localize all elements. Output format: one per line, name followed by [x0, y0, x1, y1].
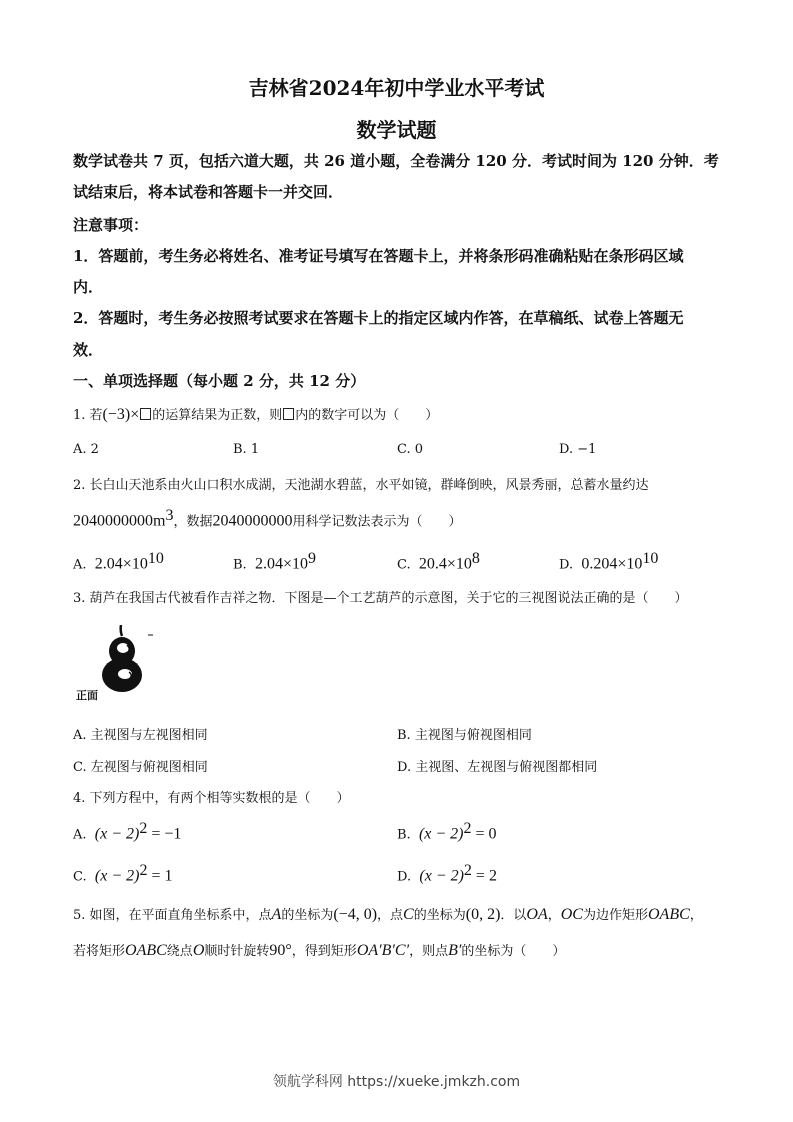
option-label: D. — [397, 869, 412, 885]
option-exponent: 10 — [642, 550, 659, 567]
q5-text: ，得到矩形 — [291, 944, 357, 959]
q5-text: ，点 — [377, 908, 404, 923]
note-1-line-1: 1．答题前，考生务必将姓名、准考证号填写在答题卡上，并将条形码准确粘贴在条形码区域 — [73, 247, 684, 265]
question-5-line-1 — [73, 904, 703, 924]
q5-text: ， — [547, 908, 561, 923]
point-o: O — [192, 942, 205, 959]
q1-option-d: D. −1 — [559, 442, 597, 457]
q2-text-end: 用科学记数法表示为（ ） — [292, 514, 462, 530]
rect-oabc: OABC — [125, 942, 167, 959]
q2-option-c — [397, 550, 480, 573]
option-exponent: 9 — [307, 550, 316, 567]
option-label: A. — [73, 557, 87, 573]
note-2-line-1: 2．答题时，考生务必按照考试要求在答题卡上的指定区域内作答，在草稿纸、试卷上答题无 — [73, 309, 684, 327]
option-exponent: 2 — [139, 862, 148, 879]
exam-title: 吉林省2024年初中学业水平考试 — [248, 76, 545, 100]
option-exponent: 10 — [147, 550, 164, 567]
option-exponent: 2 — [463, 820, 472, 837]
q4-option-b — [397, 820, 497, 843]
segment-oa: OA — [526, 906, 548, 923]
option-lhs: (x − 2) — [418, 825, 464, 843]
option-exponent: 2 — [463, 862, 472, 879]
q1-option-c: C. 0 — [397, 442, 424, 457]
option-rhs: = 1 — [147, 867, 173, 885]
option-lhs: (x − 2) — [419, 867, 464, 885]
option-lhs: (x − 2) — [94, 825, 140, 843]
q5-text: 5. 如图，在平面直角坐标系中，点 — [73, 908, 272, 923]
rect-oabc: OABC — [648, 906, 690, 923]
q5-text: 顺时针旋转 — [204, 944, 270, 959]
note-2-line-2: 效． — [73, 341, 104, 359]
q4-option-d — [397, 862, 497, 885]
option-base: 0.204×10 — [581, 555, 643, 573]
question-5-line-2 — [73, 940, 565, 960]
option-base: 2.04×10 — [94, 555, 148, 573]
point-c: C — [403, 906, 414, 923]
notice-title: 注意事项： — [73, 216, 149, 234]
option-rhs: = 2 — [471, 867, 497, 885]
question-1 — [73, 404, 438, 424]
q5-text: 绕点 — [166, 944, 193, 959]
q1-option-b: B. 1 — [233, 442, 260, 457]
figure-front-label: 正面 — [76, 689, 98, 702]
note-1-line-2: 内． — [73, 278, 104, 296]
option-label: B. — [397, 827, 411, 843]
q3-option-c: C. 左视图与俯视图相同 — [73, 760, 208, 775]
q5-text: 若将矩形 — [73, 944, 126, 959]
point-a: A — [271, 906, 282, 923]
gourd-figure — [75, 625, 155, 705]
coord-a: (−4, 0) — [333, 906, 378, 923]
q3-option-a: A. 主视图与左视图相同 — [73, 728, 208, 743]
q1-text-mid: 的运算结果为正数，则 — [152, 408, 283, 423]
blank-box-icon — [283, 408, 294, 420]
option-rhs: = −1 — [147, 825, 182, 843]
section-1-heading: 一、单项选择题（每小题 2 分，共 12 分） — [73, 372, 366, 390]
q5-text: ，则点 — [409, 944, 449, 959]
question-2-line-2 — [73, 507, 461, 530]
q2-option-a — [73, 550, 164, 573]
option-base: 2.04×10 — [254, 555, 308, 573]
rotation-angle: 90° — [269, 942, 292, 959]
q4-option-c — [73, 862, 172, 885]
option-exponent: 8 — [471, 550, 480, 567]
q2-volume: 2040000000m — [73, 512, 166, 530]
q2-option-d — [559, 550, 658, 573]
option-label: C. — [73, 869, 87, 885]
intro-line-2: 试结束后，将本试卷和答题卡一并交回． — [73, 183, 344, 201]
option-label: A. — [73, 827, 87, 843]
q5-text: 的坐标为（ ） — [461, 944, 566, 959]
option-label: D. — [559, 557, 574, 573]
option-base: 20.4×10 — [418, 555, 472, 573]
blank-box-icon — [140, 408, 151, 420]
option-rhs: = 0 — [471, 825, 497, 843]
q1-expression: (−3)× — [102, 406, 140, 423]
q1-number: 1. 若 — [73, 408, 103, 423]
q5-text: ．以 — [500, 908, 527, 923]
question-4: 4. 下列方程中，有两个相等实数根的是（ ） — [73, 791, 350, 806]
question-3: 3. 葫芦在我国古代被看作吉祥之物．下图是—个工艺葫芦的示意图，关于它的三视图说法正确的是（ ） — [73, 591, 688, 606]
q5-text: ， — [689, 908, 703, 923]
q2-unit-exponent: 3 — [165, 507, 174, 524]
q5-text: 的坐标为 — [281, 908, 334, 923]
q2-text-mid: ，数据 — [173, 514, 213, 530]
option-lhs: (x − 2) — [94, 867, 140, 885]
option-exponent: 2 — [139, 820, 148, 837]
q5-text: 为边作矩形 — [582, 908, 648, 923]
q3-option-b: B. 主视图与俯视图相同 — [397, 728, 532, 743]
rect-rotated: OA′B′C′ — [356, 942, 410, 959]
q1-option-a: A. 2 — [73, 442, 99, 457]
option-label: C. — [397, 557, 411, 573]
q2-value: 2040000000 — [212, 512, 293, 530]
question-2-line-1: 2. 长白山天池系由火山口积水成湖，天池湖水碧蓝，水平如镜，群峰倒映，风景秀丽，总蓄水量约达 — [73, 478, 649, 493]
option-label: B. — [233, 557, 247, 573]
exam-subtitle: 数学试题 — [356, 118, 437, 142]
footer-watermark: 领航学科网 https://xueke.jmkzh.com — [272, 1074, 521, 1090]
q5-text: 的坐标为 — [413, 908, 466, 923]
q3-option-d: D. 主视图、左视图与俯视图都相同 — [397, 760, 598, 775]
q1-text-end: 内的数字可以为（ ） — [295, 408, 439, 423]
point-b-prime: B′ — [448, 942, 462, 959]
q4-option-a — [73, 820, 181, 843]
q2-option-b — [233, 550, 316, 573]
segment-oc: OC — [560, 906, 583, 923]
intro-line-1: 数学试卷共 7 页，包括六道大题，共 26 道小题，全卷满分 120 分．考试时间为 120 分钟．考 — [73, 152, 719, 170]
coord-c: (0, 2) — [465, 906, 501, 923]
